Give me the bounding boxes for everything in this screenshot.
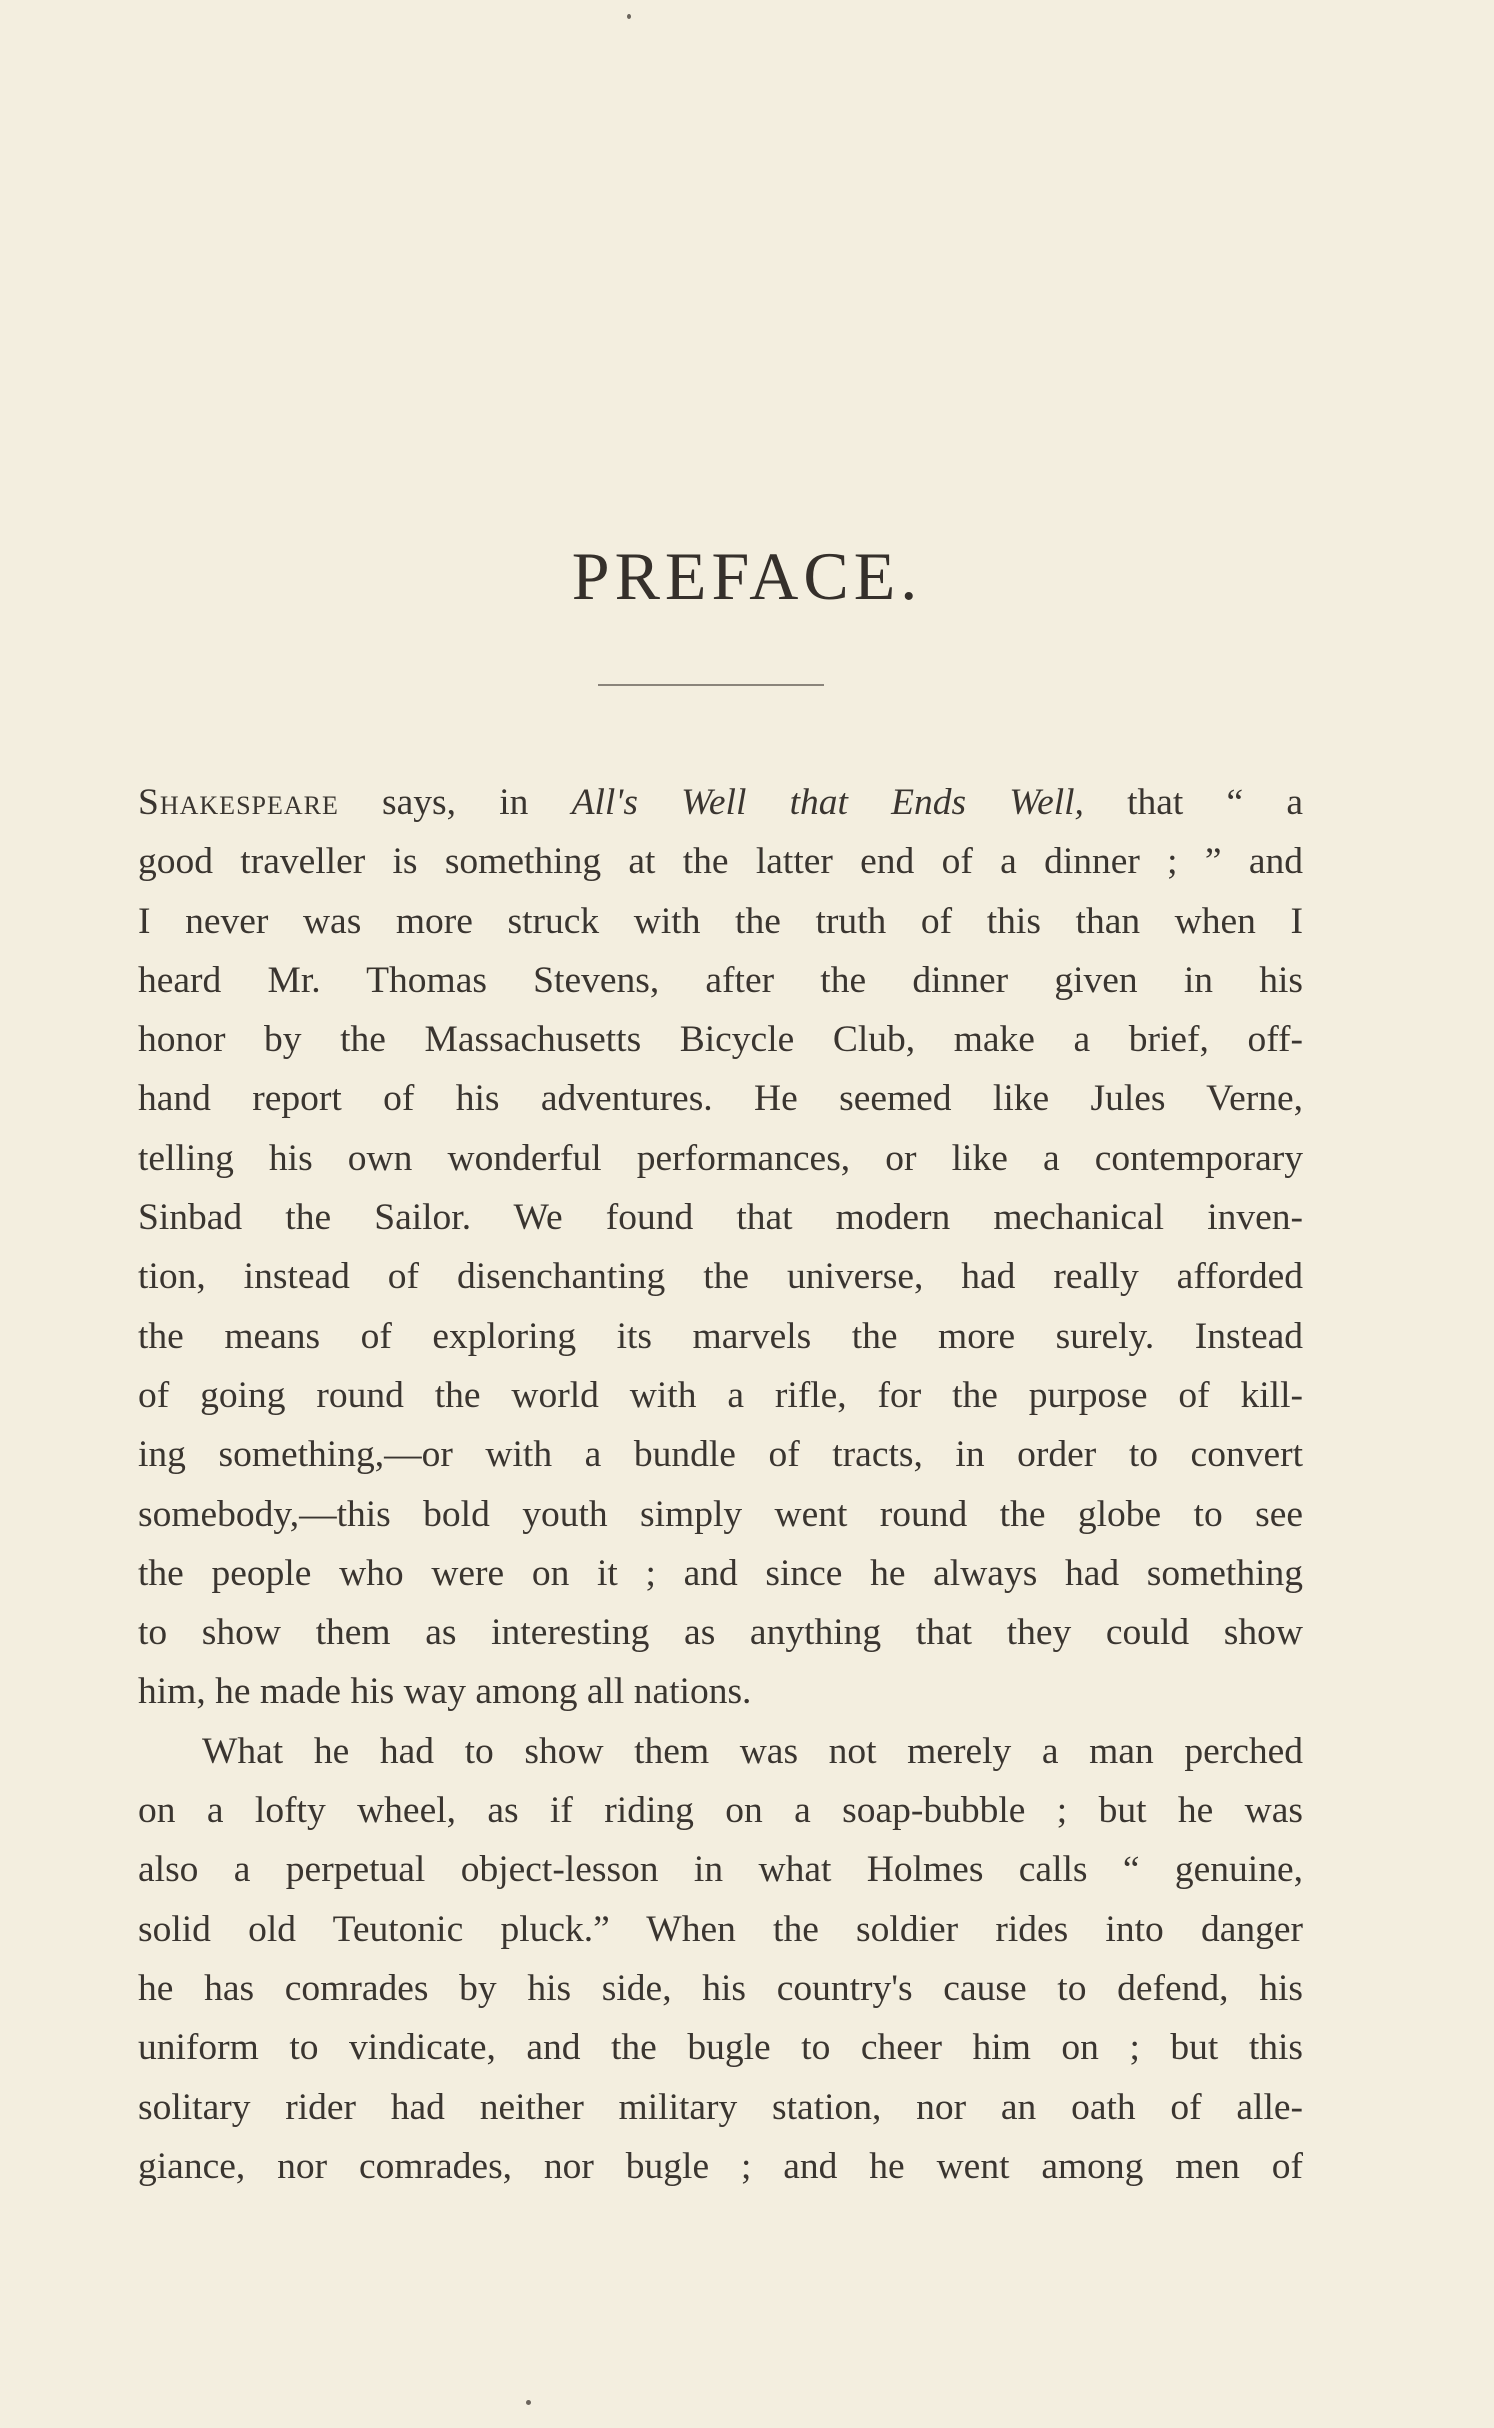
text-line: he has comrades by his side, his country's cause to defend, his xyxy=(138,1967,1303,2009)
ink-speck xyxy=(627,14,631,19)
text-line: ing something,—or with a bundle of tracts, in order to convert xyxy=(138,1434,1303,1476)
text-run: says, in xyxy=(338,782,572,823)
preface-body xyxy=(138,773,1303,2196)
text-line: of going round the world with a rifle, for the purpose of kill- xyxy=(138,1374,1303,1416)
text-line: telling his own wonderful performances, or like a contemporary xyxy=(138,1137,1303,1179)
page-title: PREFACE. xyxy=(571,538,923,614)
text-line: the people who were on it ; and since he always had something xyxy=(138,1552,1303,1594)
text-line: on a lofty wheel, as if riding on a soap-bubble ; but he was xyxy=(138,1790,1303,1832)
text-line: the means of exploring its marvels the more surely. Instead xyxy=(138,1315,1303,1357)
text-line xyxy=(138,773,1303,832)
ink-speck xyxy=(526,2400,531,2405)
text-line: heard Mr. Thomas Stevens, after the dinner given in his xyxy=(138,959,1303,1001)
text-line: honor by the Massachusetts Bicycle Club, make a brief, off- xyxy=(138,1019,1303,1061)
text-run: that “ a xyxy=(1083,782,1304,823)
text-line: Sinbad the Sailor. We found that modern mechanical inven- xyxy=(138,1197,1303,1239)
text-line: giance, nor comrades, nor bugle ; and he went among men of xyxy=(138,2145,1303,2187)
italic-title: All's Well that Ends Well, xyxy=(571,782,1084,823)
text-line: him, he made his way among all nations. xyxy=(138,1671,752,1713)
text-line: I never was more struck with the truth of this than when I xyxy=(138,900,1303,942)
text-line: solid old Teutonic pluck.” When the soldier rides into danger xyxy=(138,1908,1303,1950)
text-line: uniform to vindicate, and the bugle to cheer him on ; but this xyxy=(138,2027,1303,2069)
text-line: What he had to show them was not merely a man perched xyxy=(202,1730,1303,1772)
title-rule xyxy=(598,684,824,686)
text-line: solitary rider had neither military station, nor an oath of alle- xyxy=(138,2086,1303,2128)
text-line: tion, instead of disenchanting the universe, had really afforded xyxy=(138,1256,1303,1298)
text-line: to show them as interesting as anything that they could show xyxy=(138,1612,1303,1654)
small-caps-word: Shakespeare xyxy=(138,782,339,823)
text-line: hand report of his adventures. He seemed like Jules Verne, xyxy=(138,1078,1303,1120)
text-line: somebody,—this bold youth simply went round the globe to see xyxy=(138,1493,1303,1535)
text-line: also a perpetual object-lesson in what Holmes calls “ genuine, xyxy=(138,1849,1303,1891)
text-line: good traveller is something at the latter end of a dinner ; ” and xyxy=(138,841,1303,883)
